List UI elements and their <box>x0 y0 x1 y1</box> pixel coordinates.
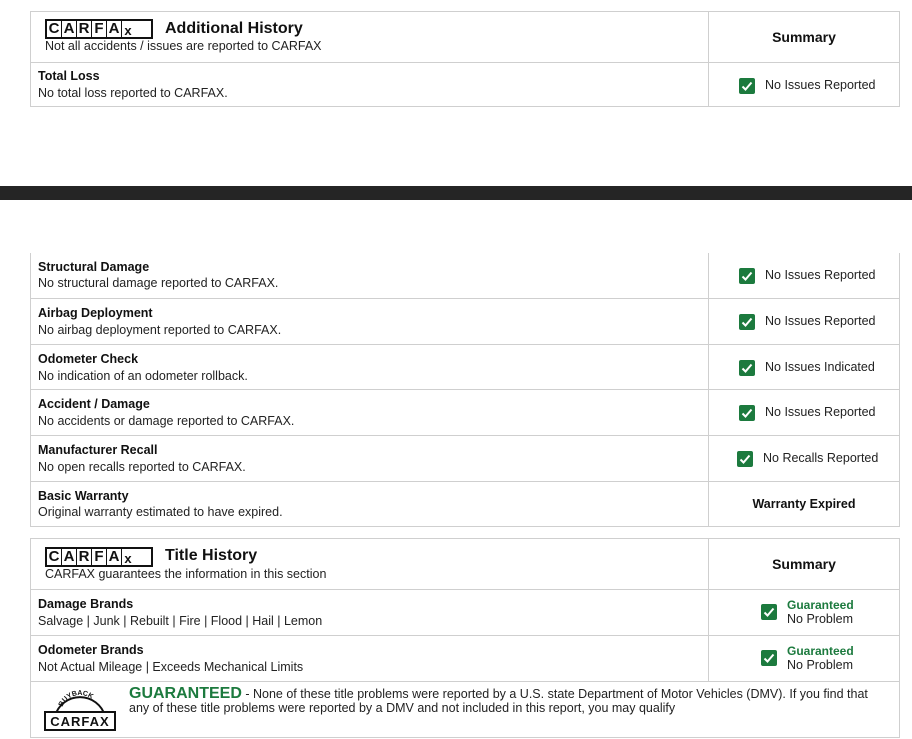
title-history-header <box>31 539 899 589</box>
row-title: Odometer Brands <box>38 643 144 657</box>
guarantee-text <box>129 687 889 715</box>
additional-history-header <box>31 12 899 62</box>
row-status: No Issues Reported <box>765 314 876 328</box>
buyback-badge-icon <box>43 686 117 734</box>
row-title: Basic Warranty <box>38 489 129 503</box>
guaranteed-label: Guaranteed <box>787 598 854 612</box>
row-description: No airbag deployment reported to CARFAX. <box>38 323 282 337</box>
table-row <box>31 344 899 389</box>
table-row <box>31 435 899 481</box>
guaranteed-headline: GUARANTEED <box>129 685 242 702</box>
summary-header: Summary <box>772 556 836 572</box>
guarantee-body: - None of these title problems were reported by a U.S. state Department of Motor Vehicles (DMV). If you find that any of these title problems were reported by a DMV and not included in this report, you may qualify <box>129 687 868 715</box>
svg-text:CARFAX: CARFAX <box>50 714 110 729</box>
row-status: No Recalls Reported <box>763 451 879 465</box>
section-subtitle: CARFAX guarantees the information in this section <box>45 567 327 581</box>
row-title: Odometer Check <box>38 352 139 366</box>
vehicle-details-table <box>30 253 900 527</box>
carfax-logo: C A R F A x <box>45 547 153 567</box>
table-row <box>31 298 899 344</box>
row-description: No open recalls reported to CARFAX. <box>38 460 246 474</box>
svg-text:BUYBACK: BUYBACK <box>57 689 95 708</box>
row-description: No accidents or damage reported to CARFAX. <box>38 414 295 428</box>
row-title: Total Loss <box>38 69 100 83</box>
check-icon <box>739 314 755 330</box>
row-description: Salvage | Junk | Rebuilt | Fire | Flood | Hail | Lemon <box>38 614 323 628</box>
check-icon <box>739 405 755 421</box>
guarantee-notice <box>31 681 899 739</box>
row-title: Damage Brands <box>38 597 134 611</box>
row-title: Airbag Deployment <box>38 306 153 320</box>
no-problem-label: No Problem <box>787 658 853 672</box>
check-icon <box>739 78 755 94</box>
table-row <box>31 589 899 635</box>
row-status: No Issues Reported <box>765 78 876 92</box>
table-row <box>31 389 899 435</box>
page-separator-bar <box>0 186 912 200</box>
row-status: No Issues Reported <box>765 268 876 282</box>
no-problem-label: No Problem <box>787 612 853 626</box>
section-title: Title History <box>165 547 258 564</box>
summary-header: Summary <box>772 29 836 45</box>
check-icon <box>739 360 755 376</box>
carfax-logo: C A R F A x <box>45 19 153 39</box>
table-row <box>31 253 899 298</box>
row-title: Accident / Damage <box>38 397 150 411</box>
check-icon <box>737 451 753 467</box>
section-title: Additional History <box>165 20 303 37</box>
check-icon <box>761 650 777 666</box>
row-status: No Issues Indicated <box>765 360 875 374</box>
row-description: No indication of an odometer rollback. <box>38 369 248 383</box>
row-description: No total loss reported to CARFAX. <box>38 86 228 100</box>
table-row <box>31 62 899 107</box>
table-row <box>31 635 899 681</box>
row-description: No structural damage reported to CARFAX. <box>38 276 279 290</box>
row-description: Original warranty estimated to have expired. <box>38 505 283 519</box>
check-icon <box>739 268 755 284</box>
row-description: Not Actual Mileage | Exceeds Mechanical Limits <box>38 660 304 674</box>
check-icon <box>761 604 777 620</box>
guaranteed-label: Guaranteed <box>787 644 854 658</box>
additional-history-table <box>30 11 900 107</box>
row-status: Warranty Expired <box>752 497 856 511</box>
table-row <box>31 481 899 526</box>
row-status: No Issues Reported <box>765 405 876 419</box>
section-subtitle: Not all accidents / issues are reported to CARFAX <box>45 39 322 53</box>
row-title: Structural Damage <box>38 260 150 274</box>
row-title: Manufacturer Recall <box>38 443 158 457</box>
title-history-table <box>30 538 900 738</box>
